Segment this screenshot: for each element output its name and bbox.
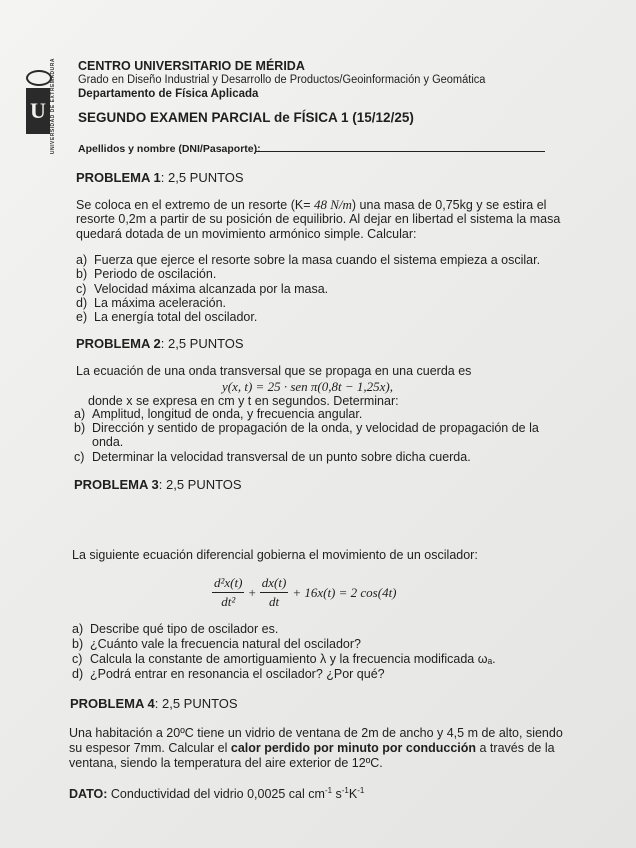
spring-constant: 48 N/m [313, 197, 352, 212]
problem-4-line-2 [69, 741, 555, 755]
item-letter: b) [72, 637, 84, 651]
p1-text-b: ) una masa de 0,75kg y se estira el [351, 198, 547, 212]
degree-name: Grado en Diseño Industrial y Desarrollo de Productos/Geoinformación y Geomática [78, 74, 486, 86]
problem-2-line-2: donde x se expresa en cm y t en segundos. Determinar: [88, 394, 399, 408]
problem-3-line-1: La siguiente ecuación diferencial gobierna el movimiento de un oscilador: [72, 548, 478, 562]
department-name: Departamento de Física Aplicada [78, 88, 259, 100]
item-text: Periodo de oscilación. [94, 267, 217, 281]
logo-vertical-text: UNIVERSIDAD DE EXTREMADURA [50, 58, 56, 155]
exam-title: SEGUNDO EXAMEN PARCIAL de FÍSICA 1 (15/12/25) [78, 110, 414, 125]
item-text: Dirección y sentido de propagación de la onda, y velocidad de propagación de la [92, 421, 539, 435]
plus-sign: + [248, 584, 256, 600]
institution-name: CENTRO UNIVERSITARIO DE MÉRIDA [78, 59, 305, 73]
problem-1-line-2: resorte 0,2m a partir de su posición de equilibrio. Al dejar en libertad el sistema la masa [76, 212, 561, 226]
item-letter: d) [76, 296, 88, 310]
fraction-denominator: dt [268, 594, 280, 609]
data-text: Conductividad del vidrio 0,0025 cal cm [107, 787, 325, 802]
fraction-numerator: d²x(t) [212, 575, 244, 593]
list-item [74, 421, 539, 435]
item-letter: c) [74, 450, 85, 464]
list-item [76, 253, 540, 267]
exponent: -1 [341, 786, 349, 795]
exponent: -1 [324, 786, 333, 795]
item-letter: d) [72, 667, 84, 681]
list-item [76, 282, 328, 296]
problem-1-line-3: quedará dotada de un movimiento armónico simple. Calcular: [76, 227, 417, 241]
problem-1-title [76, 170, 244, 185]
item-letter: b) [74, 421, 86, 435]
item-letter: e) [76, 310, 88, 324]
problem-3-label: PROBLEMA 3 [74, 477, 159, 492]
data-label: DATO: [69, 787, 108, 802]
list-item [76, 310, 257, 324]
item-text: La máxima aceleración. [94, 296, 227, 310]
item-text: Fuerza que ejerce el resorte sobre la masa cuando el sistema empieza a oscilar. [94, 253, 541, 267]
logo-letter: U [30, 98, 46, 123]
item-text: Velocidad máxima alcanzada por la masa. [94, 282, 329, 296]
problem-2-title [76, 336, 244, 351]
name-label: Apellidos y nombre (DNI/Pasaporte): [78, 143, 261, 155]
problem-4-line-1: Una habitación a 20ºC tiene un vidrio de ventana de 2m de ancho y 4,5 m de alto, siendo [69, 726, 563, 740]
list-item [72, 622, 278, 636]
logo-emblem [26, 70, 52, 86]
problem-4-points: : 2,5 PUNTOS [154, 696, 238, 711]
item-letter: c) [72, 652, 83, 666]
problem-2-line-1: La ecuación de una onda transversal que se propaga en una cuerda es [76, 364, 472, 378]
data-unit-s: s [332, 787, 342, 802]
name-field-line [255, 151, 545, 152]
item-text: Calcula la constante de amortiguamiento λ y la frecuencia modificada ωₐ. [90, 652, 496, 666]
first-derivative-fraction [260, 575, 289, 610]
item-letter: a) [72, 622, 84, 636]
university-logo [22, 58, 56, 168]
list-item [72, 637, 361, 651]
item-letter: a) [76, 253, 88, 267]
data-unit-k: K [348, 787, 358, 802]
second-derivative-fraction [212, 575, 244, 610]
problem-4-line-3: ventana, siendo la temperatura del aire exterior de 12ºC. [69, 756, 383, 770]
problem-4-title [70, 696, 238, 711]
list-item [74, 450, 471, 464]
data-note [69, 786, 364, 801]
list-item [72, 652, 496, 666]
p4-text-a: su espesor 7mm. Calcular el [69, 741, 231, 755]
item-text: La energía total del oscilador. [94, 310, 258, 324]
item-text: ¿Cuánto vale la frecuencia natural del oscilador? [90, 637, 361, 651]
problem-4-label: PROBLEMA 4 [70, 696, 155, 711]
p1-text-a: Se coloca en el extremo de un resorte (K= [76, 198, 314, 212]
exponent: -1 [357, 786, 365, 795]
item-text: Describe qué tipo de oscilador es. [90, 622, 279, 636]
p4-text-c: a través de la [476, 741, 555, 755]
problem-1-line-1 [76, 197, 546, 213]
item-letter: c) [76, 282, 87, 296]
problem-2-points: : 2,5 PUNTOS [160, 336, 244, 351]
item-text: Amplitud, longitud de onda, y frecuencia angular. [92, 407, 363, 421]
list-item [74, 407, 362, 421]
problem-3-title [74, 477, 242, 492]
list-item [72, 667, 385, 681]
problem-1-label: PROBLEMA 1 [76, 170, 161, 185]
fraction-numerator: dx(t) [260, 575, 289, 593]
differential-equation [212, 575, 397, 610]
problem-1-points: : 2,5 PUNTOS [160, 170, 244, 185]
item-letter: a) [74, 407, 86, 421]
p4-text-bold: calor perdido por minuto por conducción [230, 741, 477, 755]
item-text: ¿Podrá entrar en resonancia el oscilador? ¿Por qué? [90, 667, 385, 681]
problem-3-points: : 2,5 PUNTOS [158, 477, 242, 492]
wave-equation: y(x, t) = 25 · sen π(0,8t − 1,25x), [222, 379, 393, 394]
item-text: onda. [92, 435, 124, 449]
list-item [76, 296, 226, 310]
fraction-denominator: dt² [221, 594, 236, 609]
item-text: Determinar la velocidad transversal de un punto sobre dicha cuerda. [92, 450, 471, 464]
problem-2-label: PROBLEMA 2 [76, 336, 161, 351]
list-item [76, 267, 216, 281]
item-letter: b) [76, 267, 88, 281]
list-item [74, 435, 123, 449]
equation-rest: + 16x(t) = 2 cos(4t) [292, 584, 397, 600]
